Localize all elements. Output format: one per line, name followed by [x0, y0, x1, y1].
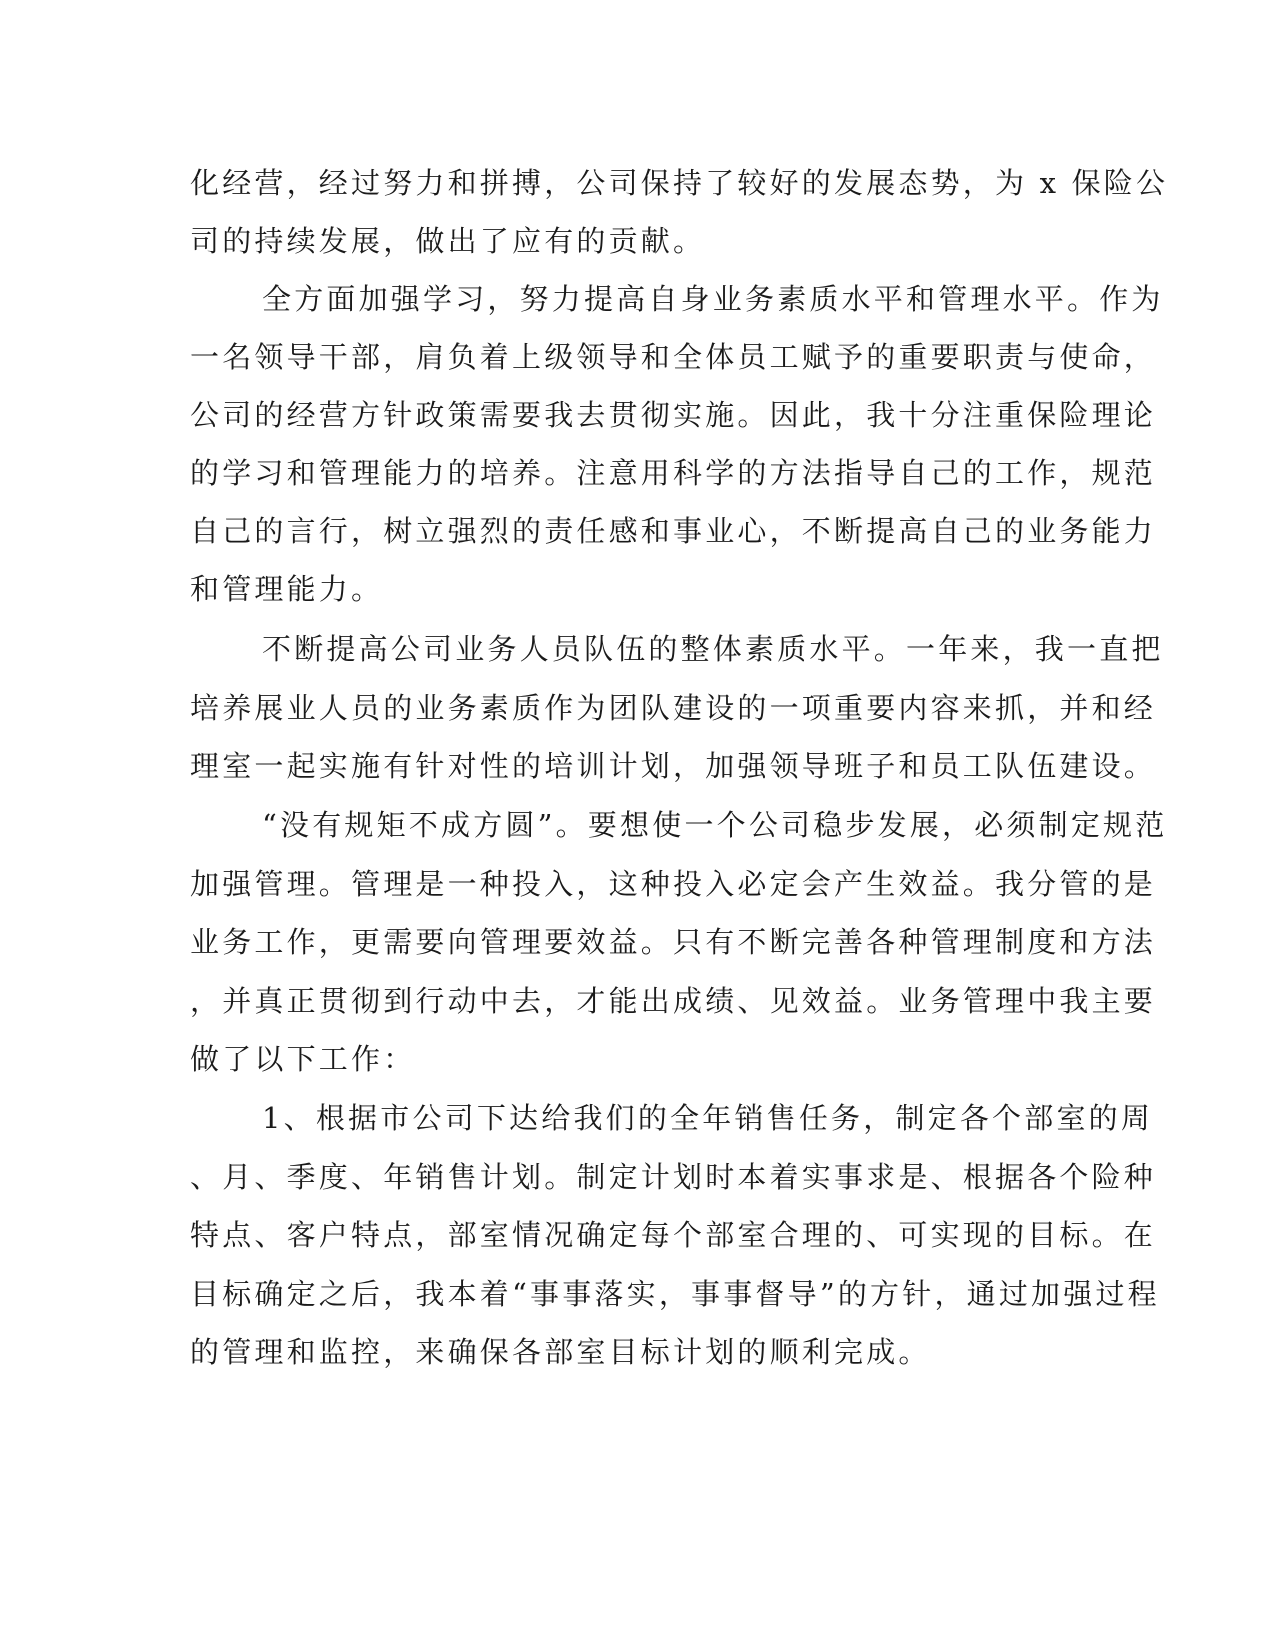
text-line: 业务工作，更需要向管理要效益。只有不断完善各种管理制度和方法 [190, 925, 1157, 959]
paragraph-first-line: “没有规矩不成方圆”。要想使一个公司稳步发展，必须制定规范 [262, 808, 1168, 842]
paragraph-first-line: 1、根据市公司下达给我们的全年销售任务，制定各个部室的周 [262, 1101, 1154, 1135]
text-line: ，并真正贯彻到行动中去，才能出成绩、见效益。业务管理中我主要 [190, 984, 1157, 1018]
text-line: 一名领导干部，肩负着上级领导和全体员工赋予的重要职责与使命， [190, 340, 1157, 374]
text-line: 司的持续发展，做出了应有的贡献。 [190, 224, 706, 258]
text-line: 的学习和管理能力的培养。注意用科学的方法指导自己的工作，规范 [190, 456, 1157, 490]
text-line: 理室一起实施有针对性的培训计划，加强领导班子和员工队伍建设。 [190, 749, 1157, 783]
paragraph-first-line: 全方面加强学习，努力提高自身业务素质水平和管理水平。作为 [262, 282, 1164, 316]
text-line: 做了以下工作： [190, 1042, 416, 1076]
text-line: 和管理能力。 [190, 572, 384, 606]
paragraph-first-line: 不断提高公司业务人员队伍的整体素质水平。一年来，我一直把 [262, 632, 1164, 666]
text-line: 目标确定之后，我本着“事事落实，事事督导”的方针，通过加强过程 [190, 1277, 1160, 1311]
text-line: 培养展业人员的业务素质作为团队建设的一项重要内容来抓，并和经 [190, 691, 1157, 725]
text-line: 特点、客户特点，部室情况确定每个部室合理的、可实现的目标。在 [190, 1218, 1157, 1252]
text-line: 加强管理。管理是一种投入，这种投入必定会产生效益。我分管的是 [190, 867, 1157, 901]
text-line: 的管理和监控，来确保各部室目标计划的顺利完成。 [190, 1335, 931, 1369]
text-line: 化经营，经过努力和拼搏，公司保持了较好的发展态势，为 x 保险公 [190, 166, 1169, 200]
text-line: 自己的言行，树立强烈的责任感和事业心，不断提高自己的业务能力 [190, 514, 1157, 548]
text-line: 公司的经营方针政策需要我去贯彻实施。因此，我十分注重保险理论 [190, 398, 1157, 432]
text-line: 、月、季度、年销售计划。制定计划时本着实事求是、根据各个险种 [190, 1160, 1157, 1194]
